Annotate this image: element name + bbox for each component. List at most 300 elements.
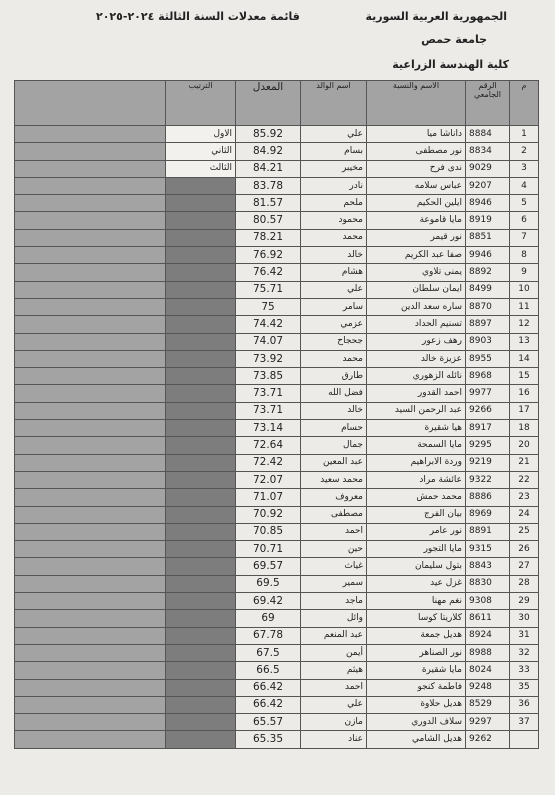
cell-name: نور قيمر <box>367 229 466 246</box>
cell-blank <box>15 229 166 246</box>
cell-rank: الاول <box>166 126 236 143</box>
cell-blank <box>15 489 166 506</box>
cell-id: 8924 <box>466 627 510 644</box>
cell-blank <box>15 662 166 679</box>
cell-blank <box>15 126 166 143</box>
cell-father: علي <box>301 696 367 713</box>
cell-blank <box>15 558 166 575</box>
cell-rank <box>166 402 236 419</box>
cell-avg: 74.42 <box>236 316 301 333</box>
cell-blank <box>15 454 166 471</box>
cell-id: 9322 <box>466 471 510 488</box>
table-row <box>15 195 539 212</box>
cell-id: 8897 <box>466 316 510 333</box>
cell-rank <box>166 506 236 523</box>
cell-father: علي <box>301 126 367 143</box>
cell-blank <box>15 402 166 419</box>
cell-no: 30 <box>510 610 539 627</box>
header-country: الجمهورية العربية السورية <box>365 10 507 23</box>
cell-rank <box>166 471 236 488</box>
cell-rank <box>166 593 236 610</box>
cell-id: 9029 <box>466 160 510 177</box>
cell-avg: 75.71 <box>236 281 301 298</box>
cell-father: محمد <box>301 350 367 367</box>
cell-avg: 69.42 <box>236 593 301 610</box>
cell-avg: 84.21 <box>236 160 301 177</box>
table-row <box>15 489 539 506</box>
cell-id: 8886 <box>466 489 510 506</box>
cell-blank <box>15 506 166 523</box>
cell-blank <box>15 437 166 454</box>
cell-id: 8611 <box>466 610 510 627</box>
cell-father: جحجاح <box>301 333 367 350</box>
cell-avg: 70.85 <box>236 523 301 540</box>
cell-blank <box>15 610 166 627</box>
cell-name: نور الصناهر <box>367 644 466 661</box>
cell-rank: الثالث <box>166 160 236 177</box>
cell-rank <box>166 627 236 644</box>
cell-no: 35 <box>510 679 539 696</box>
cell-father: محمد سعيد <box>301 471 367 488</box>
cell-no: 8 <box>510 247 539 264</box>
cell-father: غياث <box>301 558 367 575</box>
table-row <box>15 143 539 160</box>
cell-avg: 66.42 <box>236 696 301 713</box>
cell-avg: 73.71 <box>236 402 301 419</box>
table-row <box>15 212 539 229</box>
cell-father: مخيبر <box>301 160 367 177</box>
cell-father: ملحم <box>301 195 367 212</box>
cell-father: خالد <box>301 247 367 264</box>
cell-no: 23 <box>510 489 539 506</box>
cell-name: احمد القدور <box>367 385 466 402</box>
document-title: قائمة معدلات السنة الثالثة ٢٠٢٤-٢٠٢٥ <box>96 10 300 23</box>
cell-name: عزيزة خالد <box>367 350 466 367</box>
cell-no: 6 <box>510 212 539 229</box>
cell-rank <box>166 229 236 246</box>
cell-rank <box>166 350 236 367</box>
cell-avg: 73.14 <box>236 420 301 437</box>
cell-father: محمود <box>301 212 367 229</box>
cell-id: 9297 <box>466 714 510 731</box>
cell-rank <box>166 281 236 298</box>
cell-no: 25 <box>510 523 539 540</box>
cell-blank <box>15 350 166 367</box>
table-row <box>15 696 539 713</box>
table-row <box>15 177 539 194</box>
table-header-row <box>15 81 539 126</box>
table-row <box>15 593 539 610</box>
cell-rank <box>166 575 236 592</box>
table-row <box>15 627 539 644</box>
cell-rank <box>166 662 236 679</box>
table-row <box>15 281 539 298</box>
cell-avg: 76.92 <box>236 247 301 264</box>
cell-blank <box>15 575 166 592</box>
col-header-rank: الترتيب <box>166 81 236 126</box>
table-row <box>15 437 539 454</box>
col-header-name: الاسم والنسبة <box>367 81 466 126</box>
cell-blank <box>15 541 166 558</box>
cell-name: كلاريتا كوسا <box>367 610 466 627</box>
cell-id: 8955 <box>466 350 510 367</box>
cell-id: 9946 <box>466 247 510 264</box>
cell-avg: 69.57 <box>236 558 301 575</box>
cell-father: هيثم <box>301 662 367 679</box>
cell-avg: 66.42 <box>236 679 301 696</box>
cell-father: أيمن <box>301 644 367 661</box>
cell-no: 24 <box>510 506 539 523</box>
cell-id: 9262 <box>466 731 510 748</box>
cell-no: 36 <box>510 696 539 713</box>
cell-no: 11 <box>510 298 539 315</box>
cell-avg: 72.07 <box>236 471 301 488</box>
cell-rank <box>166 489 236 506</box>
cell-avg: 72.42 <box>236 454 301 471</box>
cell-avg: 73.85 <box>236 368 301 385</box>
col-header-no: م <box>510 81 539 126</box>
cell-rank: الثاني <box>166 143 236 160</box>
table-row <box>15 731 539 748</box>
cell-blank <box>15 160 166 177</box>
cell-name: فاطمة كنجو <box>367 679 466 696</box>
cell-blank <box>15 714 166 731</box>
cell-father: سمير <box>301 575 367 592</box>
cell-blank <box>15 177 166 194</box>
cell-blank <box>15 247 166 264</box>
cell-rank <box>166 264 236 281</box>
cell-name: مايا التجور <box>367 541 466 558</box>
cell-avg: 70.92 <box>236 506 301 523</box>
cell-no <box>510 731 539 748</box>
table-row <box>15 454 539 471</box>
cell-name: صفا عبد الكريم <box>367 247 466 264</box>
cell-avg: 69 <box>236 610 301 627</box>
table-row <box>15 506 539 523</box>
cell-id: 8968 <box>466 368 510 385</box>
cell-no: 3 <box>510 160 539 177</box>
cell-name: رهف زعور <box>367 333 466 350</box>
cell-id: 8988 <box>466 644 510 661</box>
cell-rank <box>166 195 236 212</box>
cell-name: ساره سعد الدين <box>367 298 466 315</box>
table-row <box>15 662 539 679</box>
cell-name: وردة الابراهيم <box>367 454 466 471</box>
cell-name: بتول سليمان <box>367 558 466 575</box>
cell-rank <box>166 714 236 731</box>
cell-father: احمد <box>301 679 367 696</box>
cell-no: 28 <box>510 575 539 592</box>
cell-avg: 83.78 <box>236 177 301 194</box>
cell-no: 9 <box>510 264 539 281</box>
cell-blank <box>15 731 166 748</box>
cell-avg: 78.21 <box>236 229 301 246</box>
cell-avg: 75 <box>236 298 301 315</box>
cell-name: عبد الرحمن السيد <box>367 402 466 419</box>
cell-id: 9977 <box>466 385 510 402</box>
cell-no: 4 <box>510 177 539 194</box>
cell-id: 8843 <box>466 558 510 575</box>
cell-father: عبد المعين <box>301 454 367 471</box>
cell-no: 18 <box>510 420 539 437</box>
cell-rank <box>166 177 236 194</box>
cell-avg: 66.5 <box>236 662 301 679</box>
cell-id: 8851 <box>466 229 510 246</box>
cell-blank <box>15 679 166 696</box>
col-header-father: اسم الوالد <box>301 81 367 126</box>
cell-rank <box>166 385 236 402</box>
cell-blank <box>15 523 166 540</box>
table-row <box>15 420 539 437</box>
table-row <box>15 264 539 281</box>
table-row <box>15 229 539 246</box>
header-faculty: كلية الهندسة الزراعية <box>392 58 509 71</box>
cell-id: 8946 <box>466 195 510 212</box>
cell-father: خالد <box>301 402 367 419</box>
cell-rank <box>166 298 236 315</box>
cell-blank <box>15 316 166 333</box>
cell-id: 8891 <box>466 523 510 540</box>
cell-rank <box>166 437 236 454</box>
cell-blank <box>15 212 166 229</box>
cell-rank <box>166 316 236 333</box>
cell-father: هشام <box>301 264 367 281</box>
cell-id: 9207 <box>466 177 510 194</box>
cell-no: 13 <box>510 333 539 350</box>
col-header-blank <box>15 81 166 126</box>
cell-no: 17 <box>510 402 539 419</box>
cell-name: هيا شقيرة <box>367 420 466 437</box>
cell-avg: 71.07 <box>236 489 301 506</box>
cell-name: مايا قاموعة <box>367 212 466 229</box>
cell-father: عبد المنعم <box>301 627 367 644</box>
cell-avg: 84.92 <box>236 143 301 160</box>
cell-name: نائله الزهوري <box>367 368 466 385</box>
cell-no: 32 <box>510 644 539 661</box>
cell-no: 14 <box>510 350 539 367</box>
cell-rank <box>166 558 236 575</box>
table-row <box>15 298 539 315</box>
cell-avg: 73.92 <box>236 350 301 367</box>
table-row <box>15 575 539 592</box>
table-row <box>15 610 539 627</box>
cell-rank <box>166 610 236 627</box>
cell-name: غزل عيد <box>367 575 466 592</box>
cell-father: عزمي <box>301 316 367 333</box>
cell-father: احمد <box>301 523 367 540</box>
table-row <box>15 714 539 731</box>
cell-father: معروف <box>301 489 367 506</box>
cell-no: 16 <box>510 385 539 402</box>
cell-id: 8499 <box>466 281 510 298</box>
cell-name: عباس سلامه <box>367 177 466 194</box>
cell-blank <box>15 368 166 385</box>
cell-father: حسام <box>301 420 367 437</box>
cell-no: 29 <box>510 593 539 610</box>
cell-father: مصطفى <box>301 506 367 523</box>
cell-blank <box>15 143 166 160</box>
table-row <box>15 558 539 575</box>
cell-avg: 73.71 <box>236 385 301 402</box>
cell-name: مايا شقيرة <box>367 662 466 679</box>
cell-father: عناد <box>301 731 367 748</box>
table-row <box>15 679 539 696</box>
table-row <box>15 247 539 264</box>
col-header-avg: المعدل <box>236 81 301 126</box>
cell-no: 5 <box>510 195 539 212</box>
cell-rank <box>166 368 236 385</box>
cell-id: 8903 <box>466 333 510 350</box>
cell-blank <box>15 627 166 644</box>
cell-name: نور عامر <box>367 523 466 540</box>
cell-father: طارق <box>301 368 367 385</box>
cell-blank <box>15 593 166 610</box>
cell-id: 8892 <box>466 264 510 281</box>
cell-rank <box>166 696 236 713</box>
cell-blank <box>15 264 166 281</box>
cell-blank <box>15 696 166 713</box>
cell-no: 1 <box>510 126 539 143</box>
table-row <box>15 541 539 558</box>
cell-no: 31 <box>510 627 539 644</box>
cell-father: بسام <box>301 143 367 160</box>
cell-father: حين <box>301 541 367 558</box>
cell-father: ماجد <box>301 593 367 610</box>
table-row <box>15 333 539 350</box>
cell-name: يمنى تلاوي <box>367 264 466 281</box>
table-row <box>15 126 539 143</box>
cell-name: تسنيم الحداد <box>367 316 466 333</box>
table-row <box>15 523 539 540</box>
cell-id: 9308 <box>466 593 510 610</box>
cell-father: محمد <box>301 229 367 246</box>
cell-blank <box>15 333 166 350</box>
table-body <box>15 126 539 749</box>
cell-name: محمد حمش <box>367 489 466 506</box>
table-row <box>15 644 539 661</box>
cell-id: 9219 <box>466 454 510 471</box>
cell-id: 8024 <box>466 662 510 679</box>
cell-avg: 65.35 <box>236 731 301 748</box>
cell-id: 8919 <box>466 212 510 229</box>
cell-rank <box>166 523 236 540</box>
cell-blank <box>15 644 166 661</box>
cell-id: 8870 <box>466 298 510 315</box>
cell-name: داناشا ميا <box>367 126 466 143</box>
cell-id: 8834 <box>466 143 510 160</box>
cell-id: 9266 <box>466 402 510 419</box>
cell-father: وائل <box>301 610 367 627</box>
cell-name: هديل الشامي <box>367 731 466 748</box>
cell-no: 21 <box>510 454 539 471</box>
table-row <box>15 471 539 488</box>
cell-rank <box>166 420 236 437</box>
cell-id: 8969 <box>466 506 510 523</box>
cell-name: مايا السمحة <box>367 437 466 454</box>
table-row <box>15 402 539 419</box>
cell-rank <box>166 731 236 748</box>
cell-id: 8830 <box>466 575 510 592</box>
cell-rank <box>166 247 236 264</box>
cell-name: ندى فرح <box>367 160 466 177</box>
cell-no: 22 <box>510 471 539 488</box>
cell-avg: 80.57 <box>236 212 301 229</box>
cell-father: مازن <box>301 714 367 731</box>
cell-father: سامر <box>301 298 367 315</box>
cell-id: 8917 <box>466 420 510 437</box>
cell-id: 9315 <box>466 541 510 558</box>
cell-avg: 81.57 <box>236 195 301 212</box>
cell-name: سلاف الدوري <box>367 714 466 731</box>
cell-no: 2 <box>510 143 539 160</box>
cell-blank <box>15 420 166 437</box>
cell-blank <box>15 298 166 315</box>
cell-no: 20 <box>510 437 539 454</box>
cell-rank <box>166 679 236 696</box>
table-row <box>15 368 539 385</box>
cell-name: بيان الفرج <box>367 506 466 523</box>
table-row <box>15 350 539 367</box>
cell-no: 37 <box>510 714 539 731</box>
cell-no: 10 <box>510 281 539 298</box>
cell-rank <box>166 333 236 350</box>
cell-avg: 72.64 <box>236 437 301 454</box>
cell-name: نور مصطفى <box>367 143 466 160</box>
cell-no: 33 <box>510 662 539 679</box>
cell-name: عائشة مراد <box>367 471 466 488</box>
cell-avg: 70.71 <box>236 541 301 558</box>
cell-rank <box>166 454 236 471</box>
table-row <box>15 385 539 402</box>
cell-avg: 69.5 <box>236 575 301 592</box>
cell-no: 26 <box>510 541 539 558</box>
cell-no: 27 <box>510 558 539 575</box>
cell-name: هديل حلاوة <box>367 696 466 713</box>
cell-father: علي <box>301 281 367 298</box>
cell-id: 8529 <box>466 696 510 713</box>
grades-table <box>14 80 539 749</box>
cell-rank <box>166 644 236 661</box>
cell-avg: 76.42 <box>236 264 301 281</box>
header-university: جامعة حمص <box>421 33 487 46</box>
cell-name: هديل جمعة <box>367 627 466 644</box>
cell-name: ايمان سلطان <box>367 281 466 298</box>
cell-father: فضل الله <box>301 385 367 402</box>
cell-name: ايلين الحكيم <box>367 195 466 212</box>
cell-id: 8884 <box>466 126 510 143</box>
cell-avg: 65.57 <box>236 714 301 731</box>
cell-rank <box>166 212 236 229</box>
cell-id: 9295 <box>466 437 510 454</box>
cell-father: نادر <box>301 177 367 194</box>
cell-blank <box>15 281 166 298</box>
cell-blank <box>15 471 166 488</box>
cell-avg: 67.78 <box>236 627 301 644</box>
col-header-id: الرقم الجامعي <box>466 81 510 126</box>
table-row <box>15 316 539 333</box>
table-row <box>15 160 539 177</box>
cell-no: 12 <box>510 316 539 333</box>
cell-name: نغم مهنا <box>367 593 466 610</box>
cell-no: 15 <box>510 368 539 385</box>
cell-avg: 85.92 <box>236 126 301 143</box>
cell-no: 7 <box>510 229 539 246</box>
cell-blank <box>15 385 166 402</box>
cell-avg: 74.07 <box>236 333 301 350</box>
cell-father: جمال <box>301 437 367 454</box>
cell-id: 9248 <box>466 679 510 696</box>
cell-blank <box>15 195 166 212</box>
